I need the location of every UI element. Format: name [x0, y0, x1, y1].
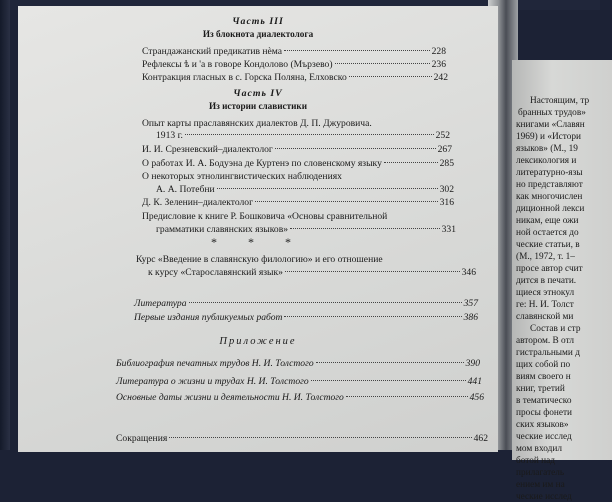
- toc-entry: А. А. Потебни 302: [156, 184, 454, 195]
- text-line: как многочислен: [516, 192, 583, 202]
- text-line: мом входил: [516, 444, 562, 454]
- toc-entry: Страндажанский предикатив нѐма 228: [142, 46, 446, 57]
- text-line: Состав и стр: [530, 324, 581, 334]
- text-line: автором. В отл: [516, 336, 575, 346]
- text-line: книгами «Славян: [516, 120, 585, 130]
- text-line: диционной лекси: [516, 204, 585, 214]
- text-line: просе автор счит: [516, 264, 583, 274]
- toc-entry: Литература о жизни и трудах Н. И. Толстого 441: [116, 376, 482, 387]
- facing-page: [512, 60, 612, 502]
- toc-entry-line1: Предисловие к книге Р. Бошковича «Основы сравнительной: [142, 211, 388, 222]
- part4-subheading: Из истории славистики: [208, 101, 308, 111]
- text-line: гистральными д: [516, 348, 580, 358]
- text-line: ческие статьи, в: [516, 240, 580, 250]
- text-line: дится в печати.: [516, 276, 577, 286]
- text-line: ческие исслед: [516, 492, 572, 502]
- text-line: щих собой по: [516, 360, 571, 370]
- text-line: ческие исслед: [516, 432, 572, 442]
- text-line: Настоящим, тр: [530, 96, 590, 106]
- section-separator: * * *: [211, 235, 305, 249]
- text-line: ских языков»: [516, 420, 569, 430]
- text-line: языков» (М., 19: [516, 144, 578, 154]
- text-line: (М., 1972, т. 1–: [516, 252, 575, 262]
- toc-entry: Библиография печатных трудов Н. И. Толстого 390: [116, 358, 480, 369]
- toc-entry: И. И. Срезневский–диалектолог 267: [142, 144, 452, 155]
- toc-entry: к курсу «Старославянский язык» 346: [148, 267, 476, 278]
- toc-entry: Д. К. Зеленин–диалектолог 316: [142, 197, 454, 208]
- toc-entry: О работах И. А. Бодуэна де Куртенэ по словенскому языку 285: [142, 158, 454, 169]
- text-line: прилагатель: [516, 468, 565, 478]
- text-line: ге: Н. И. Толст: [516, 300, 574, 310]
- part4-heading: Часть IV: [233, 88, 283, 99]
- toc-entry: Литература 357: [134, 298, 478, 309]
- part3-subheading: Из блокнота диалектолога: [202, 29, 314, 39]
- text-line: в тематическо: [516, 396, 572, 406]
- text-line: литературно-язы: [516, 168, 583, 178]
- part3-heading: Часть III: [232, 16, 284, 27]
- text-line: лексикология и: [516, 156, 577, 166]
- text-line: но представляют: [516, 180, 583, 190]
- text-line: ботой над: [516, 456, 555, 466]
- text-line: просы фонети: [516, 408, 573, 418]
- appendix-heading: Приложение: [219, 336, 297, 347]
- toc-entry: 1913 г. 252: [156, 130, 450, 141]
- text-line: ением им на: [516, 480, 565, 490]
- toc-entry: Контракция гласных в с. Горска Поляна, Елховско 242: [142, 72, 448, 83]
- text-line: щиеся этнокул: [516, 288, 575, 298]
- toc-entry: грамматики славянских языков» 331: [156, 224, 456, 235]
- text-line: книг, третий: [516, 384, 565, 394]
- contents-page: [18, 6, 498, 452]
- toc-entry: Первые издания публикуемых работ 386: [134, 312, 478, 323]
- toc-entry-line1: О некоторых этнолингвистических наблюдениях: [142, 171, 342, 182]
- toc-entry: Рефлексы ѣ и 'а в говоре Кондолово (Мързево) 236: [142, 59, 446, 70]
- toc-entry: Основные даты жизни и деятельности Н. И. Толстого 456: [116, 392, 484, 403]
- toc-entry-line1: Опыт карты праславянских диалектов Д. П. Джуровича.: [142, 118, 372, 129]
- text-line: славянской ми: [516, 312, 574, 322]
- book-spine: [0, 0, 10, 450]
- text-line: бранных трудов»: [518, 108, 586, 118]
- text-line: виям своего н: [516, 372, 571, 382]
- toc-entry: Сокращения 462: [116, 433, 488, 444]
- text-line: ной остается до: [516, 228, 579, 238]
- text-line: никам, еще ожи: [516, 216, 579, 226]
- toc-entry-line1: Курс «Введение в славянскую филологию» и его отношение: [136, 254, 383, 265]
- text-line: 1969) и «Истори: [516, 132, 582, 142]
